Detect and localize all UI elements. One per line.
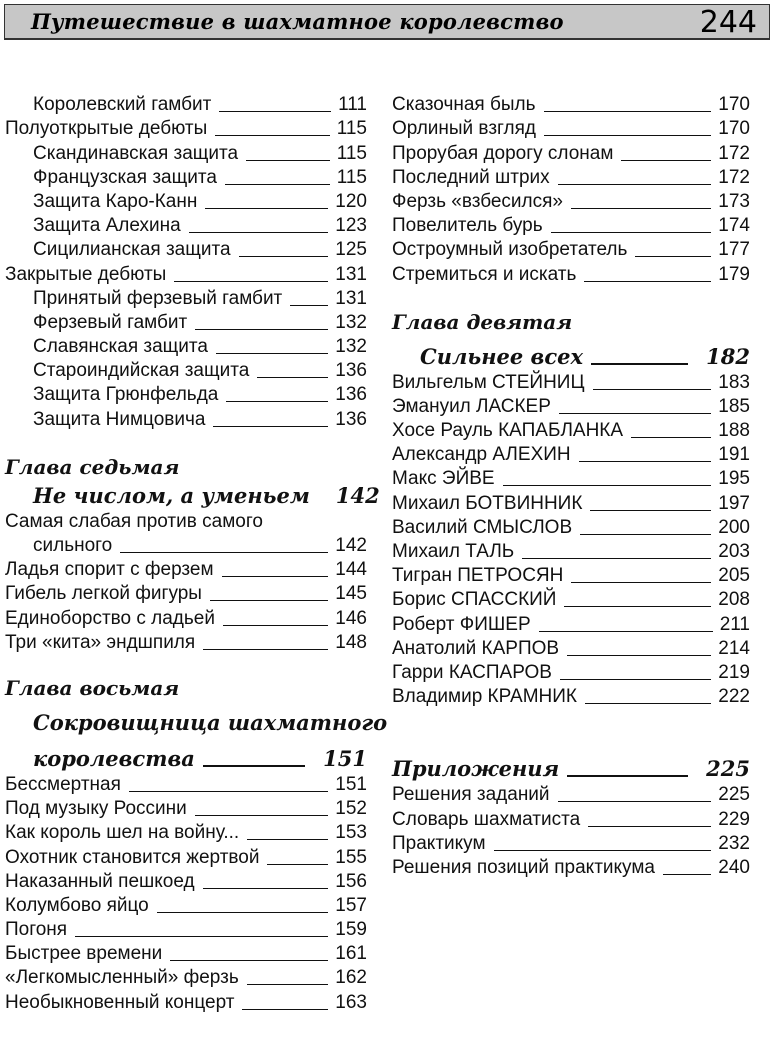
entry-page: 131 (335, 263, 367, 285)
toc-entry (392, 563, 750, 587)
entry-page: 161 (335, 943, 367, 965)
entry-title: Словарь шахматиста (392, 808, 581, 830)
leader-line (242, 1009, 328, 1010)
entry-title: Необыкновенный концерт (5, 991, 235, 1013)
entry-page: 159 (335, 919, 367, 941)
entry-title: Повелитель бурь (392, 215, 543, 237)
entry-title: Александр АЛЕХИН (392, 444, 571, 466)
leader-line (170, 960, 328, 961)
leader-line (203, 649, 328, 650)
chapter8-title-b: королевства (33, 745, 195, 771)
leader-line (663, 874, 711, 875)
leader-line (223, 625, 328, 626)
entry-title: Защита Грюнфельда (33, 384, 219, 406)
toc-entry (5, 92, 367, 116)
leader-line (226, 401, 328, 402)
entry-title: Славянская защита (33, 336, 208, 358)
toc-entry (5, 140, 367, 164)
toc-entry (5, 358, 367, 382)
chapter9-title-row (392, 344, 750, 370)
entry-title: Борис СПАССКИЙ (392, 589, 557, 611)
toc-entry (5, 165, 367, 189)
entry-page: 125 (335, 239, 367, 261)
entry-page: 188 (718, 420, 750, 442)
toc-entry (392, 189, 750, 213)
page-number: 244 (699, 5, 757, 40)
entry-title: Михаил БОТВИННИК (392, 492, 583, 514)
page-header (4, 4, 770, 40)
entry-title: Хосе Рауль КАПАБЛАНКА (392, 420, 624, 442)
toc-entry (5, 189, 367, 213)
toc-entry (392, 515, 750, 539)
entry-title: Сказочная быль (392, 94, 536, 116)
entry-title: Охотник становится жертвой (5, 846, 260, 868)
leader-line (174, 281, 328, 282)
appendix-page: 225 (706, 756, 750, 782)
entry-page: 136 (335, 408, 367, 430)
toc-entry (392, 587, 750, 611)
entry-page: 146 (335, 607, 367, 629)
leader-line (225, 184, 330, 185)
entry-title: Ладья спорит с ферзем (5, 559, 214, 581)
entry-page: 214 (718, 637, 750, 659)
toc-entry (392, 237, 750, 261)
entry-page: 208 (718, 589, 750, 611)
toc-entry (5, 844, 367, 868)
entry-title: Стремиться и искать (392, 263, 577, 285)
entry-page: 132 (335, 336, 367, 358)
toc-entry (5, 509, 367, 533)
leader-line (195, 329, 328, 330)
leader-line (593, 389, 712, 390)
entry-title: Принятый ферзевый гамбит (33, 287, 283, 309)
entry-page: 229 (718, 808, 750, 830)
leader-line (559, 413, 711, 414)
leader-line (494, 850, 712, 851)
entry-title: Колумбово яйцо (5, 894, 149, 916)
toc-entry (5, 965, 367, 989)
toc-left-top-list (5, 92, 367, 431)
entry-page: 170 (718, 118, 750, 140)
entry-title: Под музыку Россини (5, 798, 187, 820)
entry-title: Ферзь «взбесился» (392, 190, 563, 212)
toc-entry (5, 213, 367, 237)
entry-title: Защита Алехина (33, 215, 181, 237)
toc-entry (5, 989, 367, 1013)
leader-line (584, 281, 711, 282)
leader-line (580, 534, 711, 535)
entry-page: 174 (718, 215, 750, 237)
leader-line (290, 305, 328, 306)
leader-line (246, 160, 330, 161)
entry-title: Анатолий КАРПОВ (392, 637, 560, 659)
entry-page: 157 (335, 894, 367, 916)
entry-title: Вильгельм СТЕЙНИЦ (392, 371, 585, 393)
leader-line (216, 353, 328, 354)
leader-line (579, 461, 712, 462)
entry-page: 222 (718, 686, 750, 708)
entry-page: 142 (335, 535, 367, 556)
toc-entry (392, 660, 750, 684)
leader-line (129, 791, 328, 792)
toc-entry (392, 213, 750, 237)
entry-page: 115 (336, 166, 367, 188)
leader-line (195, 815, 329, 816)
entry-page: 191 (718, 444, 750, 466)
entry-title: Орлиный взгляд (392, 118, 537, 140)
entry-title: Практикум (392, 832, 486, 854)
entry-title: Французская защита (33, 166, 217, 188)
entry-title: Самая слабая против самого (5, 510, 263, 532)
leader-line (203, 765, 305, 767)
leader-line (631, 437, 711, 438)
leader-line (567, 655, 711, 656)
entry-title: Прорубая дорогу слонам (392, 142, 614, 164)
chapter8-title-row (5, 746, 367, 772)
entry-page: 131 (335, 287, 367, 309)
toc-entry (392, 92, 750, 116)
entry-title: Ферзевый гамбит (33, 311, 188, 333)
entry-page: 151 (335, 773, 367, 795)
chapter8-label: Глава восьмая (5, 675, 180, 700)
toc-entry (5, 406, 367, 430)
entry-title: Решения позиций практикума (392, 856, 655, 878)
leader-line (621, 160, 711, 161)
entry-page: 183 (718, 371, 750, 393)
entry-page: 120 (335, 190, 367, 212)
toc-entry (5, 310, 367, 334)
toc-entry (5, 116, 367, 140)
entry-title: «Легкомысленный» ферзь (5, 967, 239, 989)
chapter8-title-a: Сокровищница шахматного (33, 709, 388, 735)
entry-title: Скандинавская защита (33, 142, 239, 164)
entry-page: 132 (335, 311, 367, 333)
leader-line (571, 582, 711, 583)
leader-line (205, 208, 328, 209)
entry-title: Гарри КАСПАРОВ (392, 661, 552, 683)
toc-entry (5, 382, 367, 406)
entry-page: 162 (335, 967, 367, 989)
leader-line (539, 631, 713, 632)
entry-title: Защита Нимцовича (33, 408, 206, 430)
appendix-title: Приложения (392, 756, 560, 782)
toc-entry (5, 917, 367, 941)
entry-page: 177 (718, 239, 750, 261)
entry-page: 211 (719, 613, 750, 635)
entry-page: 225 (718, 784, 750, 806)
toc-entry (5, 605, 367, 629)
entry-page: 144 (335, 559, 367, 581)
entry-title: Михаил ТАЛЬ (392, 541, 515, 562)
leader-line (247, 984, 329, 985)
toc-entry (5, 261, 367, 285)
entry-title: Решения заданий (392, 784, 550, 806)
toc-entry (392, 782, 750, 806)
toc-entry (392, 442, 750, 466)
toc-entry-continuation (5, 533, 367, 557)
entry-title: Единоборство с ладьей (5, 607, 215, 629)
entry-page: 172 (718, 166, 750, 188)
leader-line (189, 232, 329, 233)
leader-line (203, 888, 329, 889)
leader-line (257, 377, 328, 378)
entry-title: Королевский гамбит (33, 94, 212, 116)
entry-page: 232 (718, 832, 750, 854)
appendix-title-row (392, 756, 750, 782)
entry-page: 219 (718, 661, 750, 683)
entry-page: 203 (718, 541, 750, 562)
toc-entry (5, 630, 367, 654)
entry-page: 205 (718, 565, 750, 587)
entry-page: 163 (335, 991, 367, 1013)
entry-title: Полуоткрытые дебюты (5, 118, 208, 140)
entry-title: Василий СМЫСЛОВ (392, 516, 573, 538)
entry-page: 195 (718, 468, 750, 490)
toc-entry (5, 941, 367, 965)
entry-page: 148 (335, 631, 367, 653)
leader-line (222, 576, 329, 577)
toc-entry (5, 893, 367, 917)
leader-line (560, 679, 711, 680)
toc-entry (392, 539, 750, 563)
entry-page: 152 (335, 798, 367, 820)
entry-page: 111 (338, 94, 367, 116)
leader-line (591, 363, 688, 365)
toc-entry (392, 636, 750, 660)
entry-title: Быстрее времени (5, 943, 163, 965)
entry-page: 115 (336, 142, 367, 164)
entry-title: Макс ЭЙВЕ (392, 468, 495, 490)
leader-line (567, 775, 688, 777)
leader-line (571, 208, 711, 209)
entry-page: 240 (718, 856, 750, 878)
toc-entry (5, 334, 367, 358)
toc-entry (392, 261, 750, 285)
toc-entry (5, 237, 367, 261)
leader-line (635, 256, 711, 257)
chapter9-page: 182 (706, 343, 750, 369)
toc-entry (392, 855, 750, 879)
entry-title: Как король шел на войну... (5, 822, 240, 844)
chapter7-title-row (5, 482, 380, 509)
entry-title: Сицилианская защита (33, 239, 231, 261)
entry-title: Тигран ПЕТРОСЯН (392, 565, 564, 587)
toc-entry (5, 869, 367, 893)
leader-line (213, 426, 328, 427)
toc-entry (5, 286, 367, 310)
leader-line (564, 606, 711, 607)
toc-entry (5, 820, 367, 844)
leader-line (503, 485, 712, 486)
leader-line (219, 111, 331, 112)
entry-title: Гибель легкой фигуры (5, 583, 202, 605)
leader-line (588, 826, 711, 827)
chapter8-page: 151 (323, 745, 367, 771)
entry-page: 156 (335, 870, 367, 892)
leader-line (558, 184, 712, 185)
entry-page: 153 (335, 822, 367, 844)
toc-entry (392, 490, 750, 514)
toc-entry (392, 831, 750, 855)
toc-entry (392, 140, 750, 164)
leader-line (585, 703, 711, 704)
toc-entry (5, 581, 367, 605)
toc-entry (392, 418, 750, 442)
entry-title: Закрытые дебюты (5, 263, 167, 285)
running-title: Путешествие в шахматное королевство (31, 9, 564, 34)
leader-line (210, 600, 328, 601)
entry-page: 197 (718, 492, 750, 514)
entry-page: 172 (718, 142, 750, 164)
entry-title: Остроумный изобретатель (392, 239, 628, 261)
entry-title: Последний штрих (392, 166, 550, 188)
entry-page: 179 (718, 263, 750, 285)
toc-entry (392, 116, 750, 140)
chapter9-list (392, 370, 750, 709)
entry-title: Эмануил ЛАСКЕР (392, 395, 551, 417)
toc-entry (392, 370, 750, 394)
leader-line (239, 256, 329, 257)
chapter7-label: Глава седьмая (5, 454, 180, 479)
toc-entry (392, 806, 750, 830)
leader-line (75, 936, 328, 937)
entry-page: 136 (335, 384, 367, 406)
toc-entry (5, 772, 367, 796)
entry-title: сильного (33, 535, 113, 556)
entry-page: 123 (335, 215, 367, 237)
chapter8-title-line1 (5, 709, 388, 736)
leader-line (267, 864, 328, 865)
toc-entry (5, 557, 367, 581)
entry-page: 145 (335, 583, 367, 605)
chapter7-title: Не числом, а уменьем (33, 482, 310, 508)
chapter9-label: Глава девятая (392, 309, 573, 334)
entry-page: 136 (335, 360, 367, 382)
toc-entry (392, 684, 750, 708)
entry-title: Роберт ФИШЕР (392, 613, 531, 635)
entry-title: Наказанный пешкоед (5, 870, 195, 892)
leader-line (157, 912, 329, 913)
toc-right-top-list (392, 92, 750, 286)
leader-line (215, 135, 329, 136)
entry-title: Три «кита» эндшпиля (5, 631, 196, 653)
toc-entry (392, 611, 750, 635)
entry-page: 173 (718, 190, 750, 212)
toc-entry (392, 394, 750, 418)
chapter8-list (5, 772, 367, 1014)
entry-page: 200 (718, 516, 750, 538)
entry-title: Владимир КРАМНИК (392, 686, 577, 708)
leader-line (247, 839, 328, 840)
leader-line (544, 135, 711, 136)
chapter7-page: 142 (335, 482, 380, 508)
toc-entry (392, 165, 750, 189)
leader-line (522, 558, 711, 559)
toc-right-column (392, 92, 750, 879)
leader-line (544, 111, 712, 112)
leader-line (551, 232, 712, 233)
toc-entry (392, 466, 750, 490)
toc-entry (5, 796, 367, 820)
entry-title: Бессмертная (5, 773, 121, 795)
chapter9-title: Сильнее всех (420, 343, 584, 369)
entry-page: 185 (718, 395, 750, 417)
appendix-list (392, 782, 750, 879)
leader-line (558, 801, 712, 802)
leader-line (120, 552, 328, 553)
leader-line (590, 510, 711, 511)
entry-title: Защита Каро-Канн (33, 190, 198, 212)
entry-page: 155 (335, 846, 367, 868)
entry-page: 115 (336, 118, 367, 140)
entry-title: Староиндийская защита (33, 360, 250, 382)
toc-left-column (5, 92, 388, 1014)
entry-title: Погоня (5, 919, 68, 941)
entry-page: 170 (718, 94, 750, 116)
chapter7-list (5, 557, 367, 654)
